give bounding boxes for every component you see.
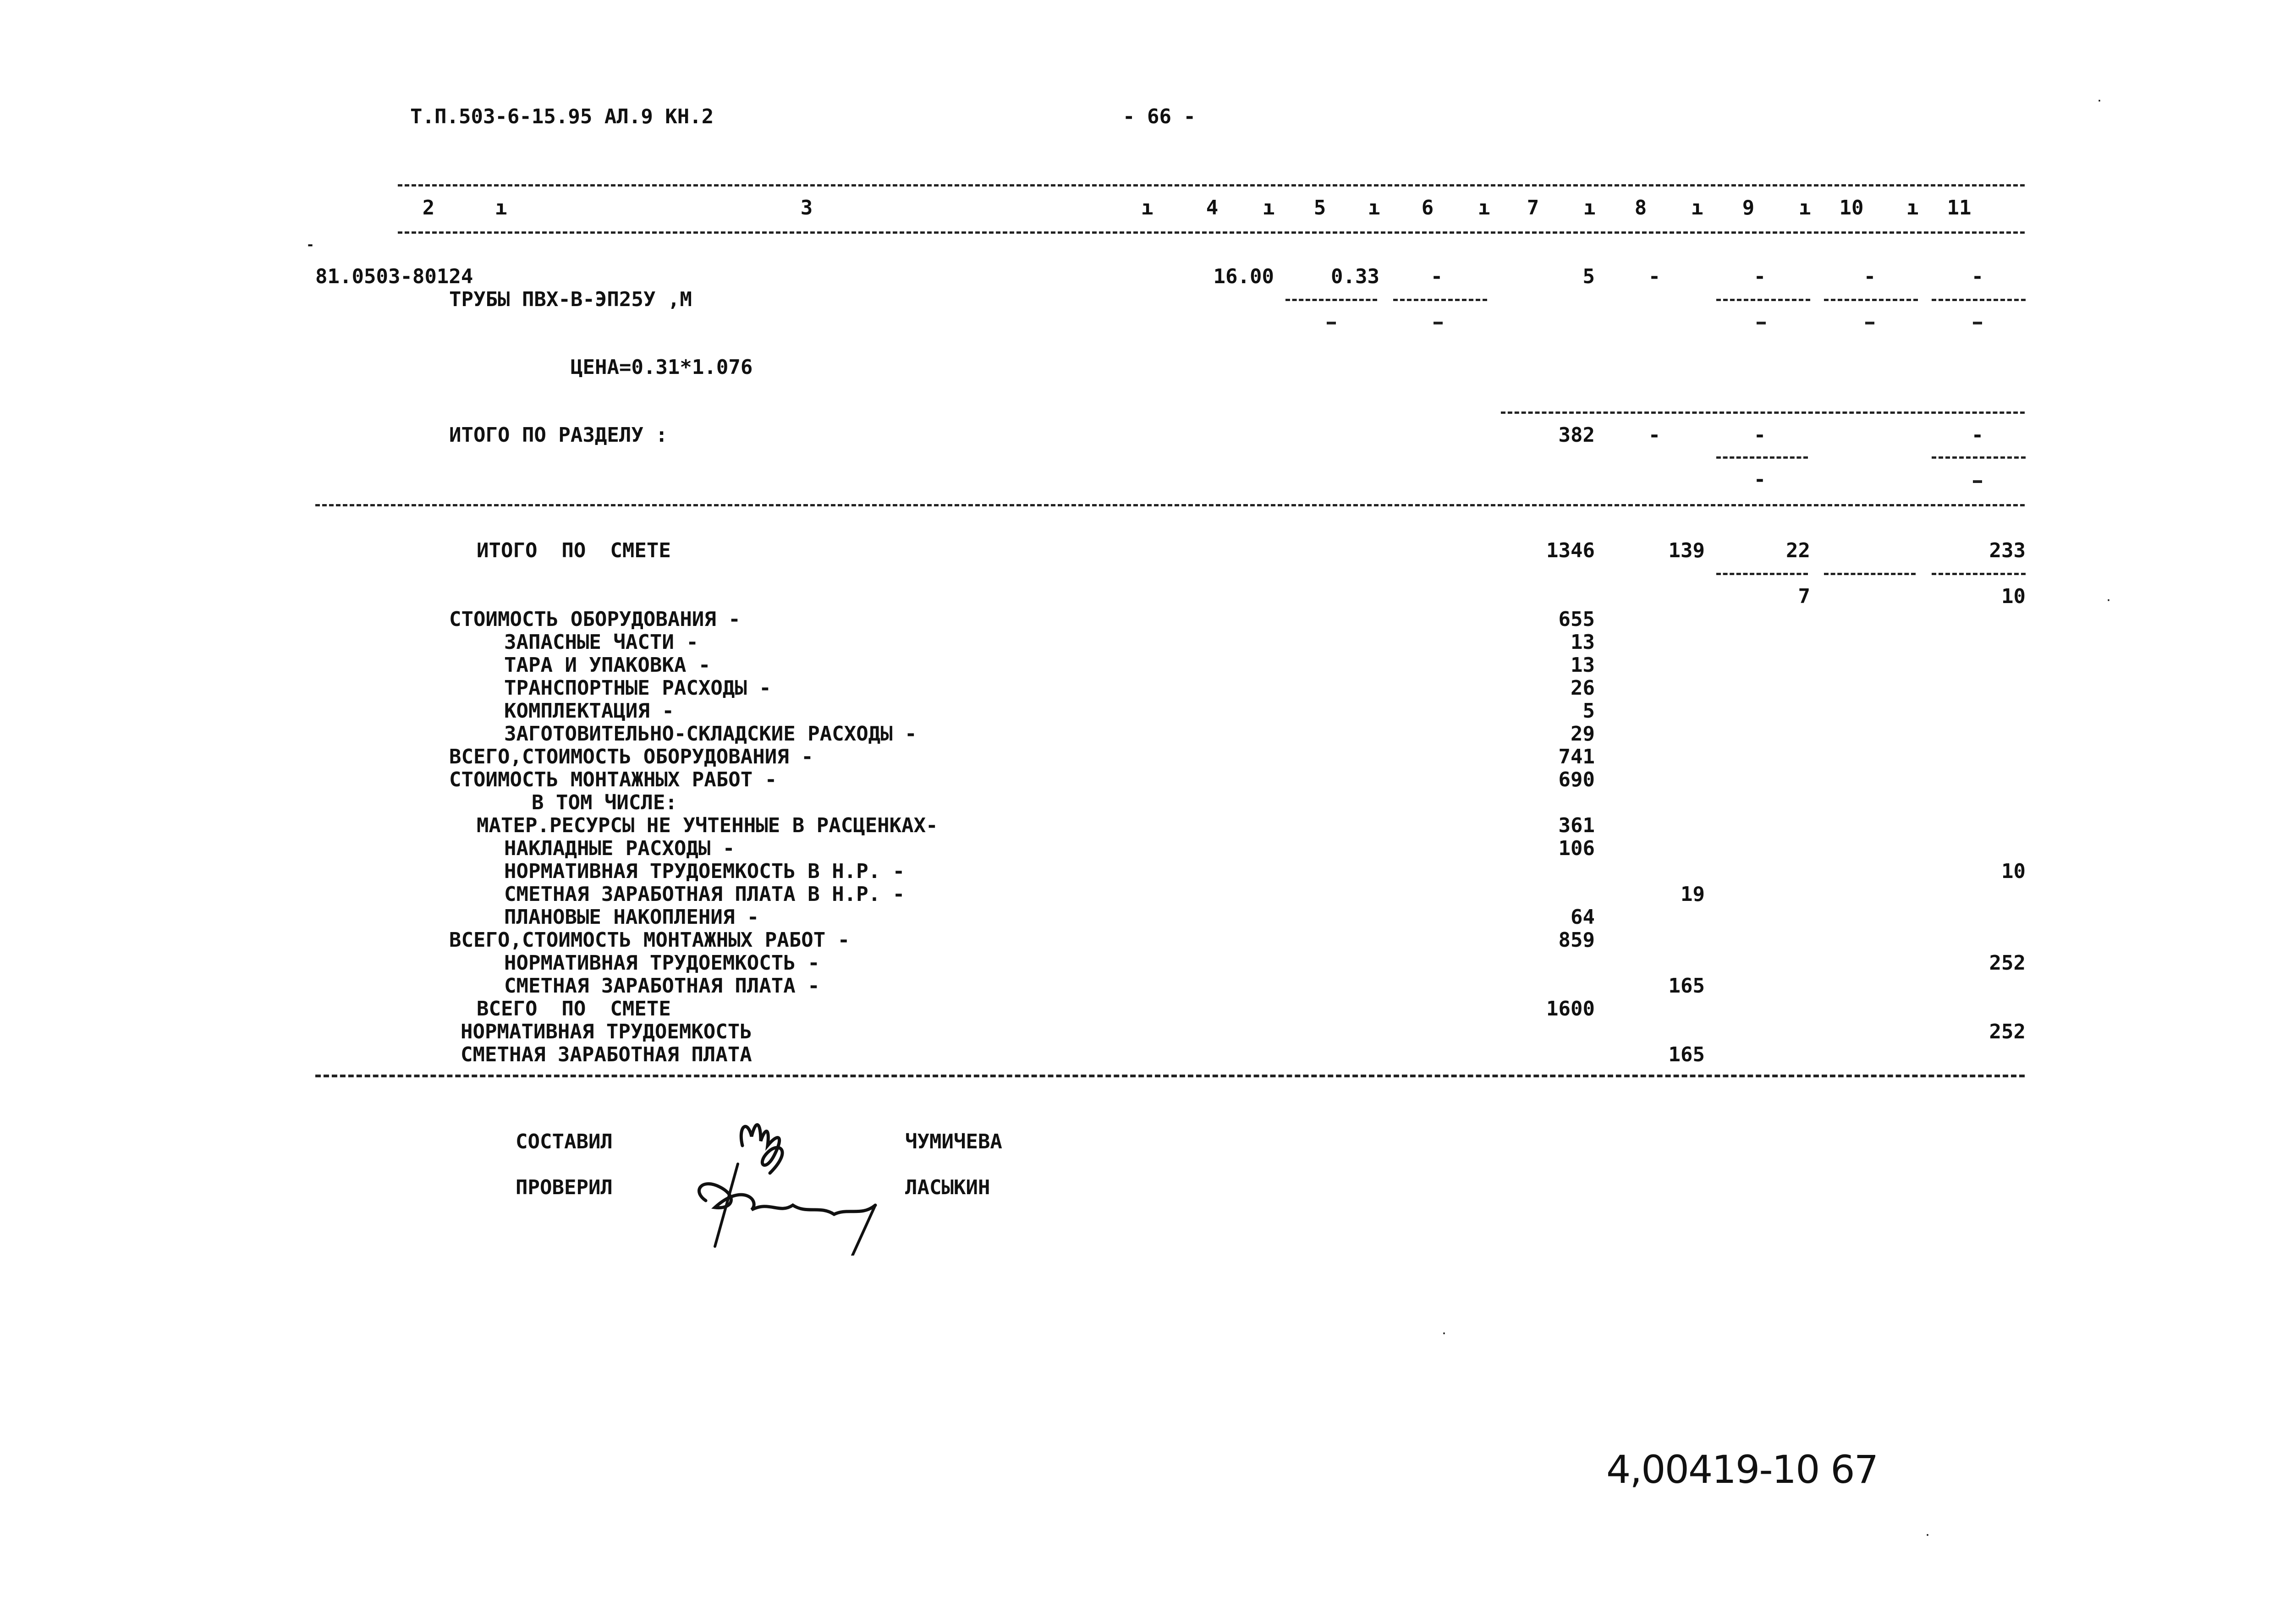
summary-label: ТАРА И УПАКОВКА - bbox=[504, 653, 711, 677]
header-bottom-rule bbox=[398, 231, 2025, 234]
estimate-total-col9-sub: 7 bbox=[1798, 585, 1810, 608]
header-top-rule bbox=[398, 184, 2025, 187]
item-col11: - bbox=[1971, 265, 1984, 288]
full-width-rule bbox=[315, 504, 2025, 506]
col-sep: ı bbox=[1691, 196, 1703, 219]
col-sep: ı bbox=[1478, 196, 1490, 219]
estimate-total-col11: 233 bbox=[1989, 539, 2026, 562]
sub-dash bbox=[1973, 322, 1982, 324]
checked-by-label: ПРОВЕРИЛ bbox=[516, 1176, 613, 1199]
summary-col7: 64 bbox=[1571, 905, 1595, 929]
summary-label: ЗАПАСНЫЕ ЧАСТИ - bbox=[504, 631, 698, 654]
section-underline-11 bbox=[1932, 456, 2026, 459]
estimate-underline-11 bbox=[1932, 573, 2026, 575]
section-total-label: ИТОГО ПО РАЗДЕЛУ : bbox=[449, 423, 668, 447]
summary-label: НОРМАТИВНАЯ ТРУДОЕМКОСТЬ - bbox=[504, 951, 820, 975]
col-sep: ı bbox=[1583, 196, 1596, 219]
sub-dash bbox=[1434, 322, 1443, 324]
summary-label: НАКЛАДНЫЕ РАСХОДЫ - bbox=[504, 837, 735, 860]
summary-label: СТОИМОСТЬ МОНТАЖНЫХ РАБОТ - bbox=[449, 768, 777, 791]
col-head-10: 10 bbox=[1839, 196, 1864, 219]
col-sep: ı bbox=[1906, 196, 1919, 219]
section-total-rule bbox=[1501, 411, 2025, 414]
summary-label: ВСЕГО,СТОИМОСТЬ ОБОРУДОВАНИЯ - bbox=[449, 745, 813, 768]
summary-label: СМЕТНАЯ ЗАРАБОТНАЯ ПЛАТА bbox=[461, 1043, 752, 1066]
col-head-7: 7 bbox=[1527, 196, 1539, 219]
summary-col7: 655 bbox=[1558, 608, 1595, 631]
item-col4: 16.00 bbox=[1213, 265, 1274, 288]
col-head-5: 5 bbox=[1313, 196, 1326, 219]
col-head-3: 3 bbox=[800, 196, 813, 219]
handwritten-reference: 4,00419-10 67 bbox=[1606, 1447, 1878, 1492]
document-code: Т.П.503-6-15.95 АЛ.9 КН.2 bbox=[410, 105, 714, 128]
item-col7: 5 bbox=[1582, 265, 1595, 288]
item-underline-11 bbox=[1932, 299, 2026, 301]
col-sep: ı bbox=[495, 196, 507, 219]
scan-speck: · bbox=[2097, 95, 2103, 106]
col-head-2: 2 bbox=[422, 196, 435, 219]
section-total-col8: - bbox=[1648, 423, 1661, 447]
section-total-col11: - bbox=[1971, 423, 1984, 447]
estimate-total-col7: 1346 bbox=[1546, 539, 1595, 562]
sub-dash bbox=[1327, 322, 1336, 324]
summary-label: НОРМАТИВНАЯ ТРУДОЕМКОСТЬ bbox=[461, 1020, 752, 1043]
summary-col11: 252 bbox=[1989, 951, 2026, 975]
compiled-by-name: ЧУМИЧЕВА bbox=[905, 1130, 1002, 1153]
scan-speck: · bbox=[1925, 1530, 1931, 1541]
summary-label: СМЕТНАЯ ЗАРАБОТНАЯ ПЛАТА В Н.Р. - bbox=[504, 883, 905, 906]
item-col5: 0.33 bbox=[1331, 265, 1379, 288]
estimate-total-col8: 139 bbox=[1668, 539, 1705, 562]
item-underline-6 bbox=[1393, 299, 1487, 301]
section-underline-9 bbox=[1716, 456, 1808, 459]
summary-col7: 13 bbox=[1571, 653, 1595, 677]
summary-col7: 859 bbox=[1558, 928, 1595, 952]
summary-col8: 165 bbox=[1668, 1043, 1705, 1066]
estimate-underline-9 bbox=[1716, 573, 1808, 575]
estimate-total-col9: 22 bbox=[1786, 539, 1810, 562]
closing-dashed-rule bbox=[315, 1075, 2025, 1077]
summary-col7: 741 bbox=[1558, 745, 1595, 768]
summary-label: СМЕТНАЯ ЗАРАБОТНАЯ ПЛАТА - bbox=[504, 974, 820, 998]
summary-label: МАТЕР.РЕСУРСЫ НЕ УЧТЕННЫЕ В РАСЦЕНКАХ- bbox=[477, 814, 938, 837]
summary-col7: 1600 bbox=[1546, 997, 1595, 1020]
summary-col7: 361 bbox=[1558, 814, 1595, 837]
handwritten-signature-icon bbox=[687, 1109, 889, 1256]
sub-dash bbox=[1973, 480, 1982, 483]
summary-label: ПЛАНОВЫЕ НАКОПЛЕНИЯ - bbox=[504, 905, 759, 929]
scan-speck: · bbox=[1441, 1328, 1447, 1339]
section-total-col9-sub: - bbox=[1753, 468, 1766, 491]
col-sep: ı bbox=[1141, 196, 1153, 219]
summary-label: В ТОМ ЧИСЛЕ: bbox=[532, 791, 677, 814]
col-head-9: 9 bbox=[1742, 196, 1755, 219]
item-name: ТРУБЫ ПВХ-В-ЭП25У ,М bbox=[449, 288, 692, 311]
margin-tick: - bbox=[306, 237, 315, 253]
summary-label: КОМПЛЕКТАЦИЯ - bbox=[504, 699, 674, 723]
item-code: 81.0503-80124 bbox=[315, 265, 473, 288]
summary-label: ВСЕГО ПО СМЕТЕ bbox=[477, 997, 671, 1020]
item-col9: - bbox=[1753, 265, 1766, 288]
summary-col11: 10 bbox=[2001, 860, 2026, 883]
col-head-6: 6 bbox=[1421, 196, 1434, 219]
item-underline-10 bbox=[1824, 299, 1918, 301]
scan-speck: · bbox=[2106, 595, 2112, 606]
section-total-col7: 382 bbox=[1558, 423, 1595, 447]
item-col8: - bbox=[1648, 265, 1661, 288]
summary-col8: 19 bbox=[1681, 883, 1705, 906]
estimate-total-label: ИТОГО ПО СМЕТЕ bbox=[477, 539, 671, 562]
page-number: - 66 - bbox=[1123, 105, 1196, 128]
compiled-by-label: СОСТАВИЛ bbox=[516, 1130, 613, 1153]
item-price: ЦЕНА=0.31*1.076 bbox=[571, 356, 753, 379]
item-underline-9 bbox=[1716, 299, 1810, 301]
summary-label: ВСЕГО,СТОИМОСТЬ МОНТАЖНЫХ РАБОТ - bbox=[449, 928, 850, 952]
col-head-11: 11 bbox=[1947, 196, 1972, 219]
estimate-underline-10 bbox=[1824, 573, 1916, 575]
checked-by-name: ЛАСЫКИН bbox=[905, 1176, 990, 1199]
col-sep: ı bbox=[1263, 196, 1275, 219]
item-col6: - bbox=[1430, 265, 1443, 288]
col-head-8: 8 bbox=[1634, 196, 1647, 219]
estimate-total-col11-sub: 10 bbox=[2001, 585, 2026, 608]
summary-label: ЗАГОТОВИТЕЛЬНО-СКЛАДСКИЕ РАСХОДЫ - bbox=[504, 722, 917, 746]
section-total-col9: - bbox=[1753, 423, 1766, 447]
summary-col7: 26 bbox=[1571, 676, 1595, 700]
summary-col7: 29 bbox=[1571, 722, 1595, 746]
summary-label: НОРМАТИВНАЯ ТРУДОЕМКОСТЬ В Н.Р. - bbox=[504, 860, 905, 883]
col-sep: ı bbox=[1799, 196, 1811, 219]
summary-label: СТОИМОСТЬ ОБОРУДОВАНИЯ - bbox=[449, 608, 741, 631]
summary-col7: 106 bbox=[1558, 837, 1595, 860]
sub-dash bbox=[1757, 322, 1766, 324]
item-col10: - bbox=[1863, 265, 1876, 288]
summary-col11: 252 bbox=[1989, 1020, 2026, 1043]
summary-col7: 690 bbox=[1558, 768, 1595, 791]
summary-col8: 165 bbox=[1668, 974, 1705, 998]
col-head-4: 4 bbox=[1206, 196, 1219, 219]
sub-dash bbox=[1865, 322, 1874, 324]
item-underline-5 bbox=[1285, 299, 1377, 301]
summary-label: ТРАНСПОРТНЫЕ РАСХОДЫ - bbox=[504, 676, 771, 700]
summary-col7: 13 bbox=[1571, 631, 1595, 654]
summary-col7: 5 bbox=[1582, 699, 1595, 723]
col-sep: ı bbox=[1368, 196, 1380, 219]
